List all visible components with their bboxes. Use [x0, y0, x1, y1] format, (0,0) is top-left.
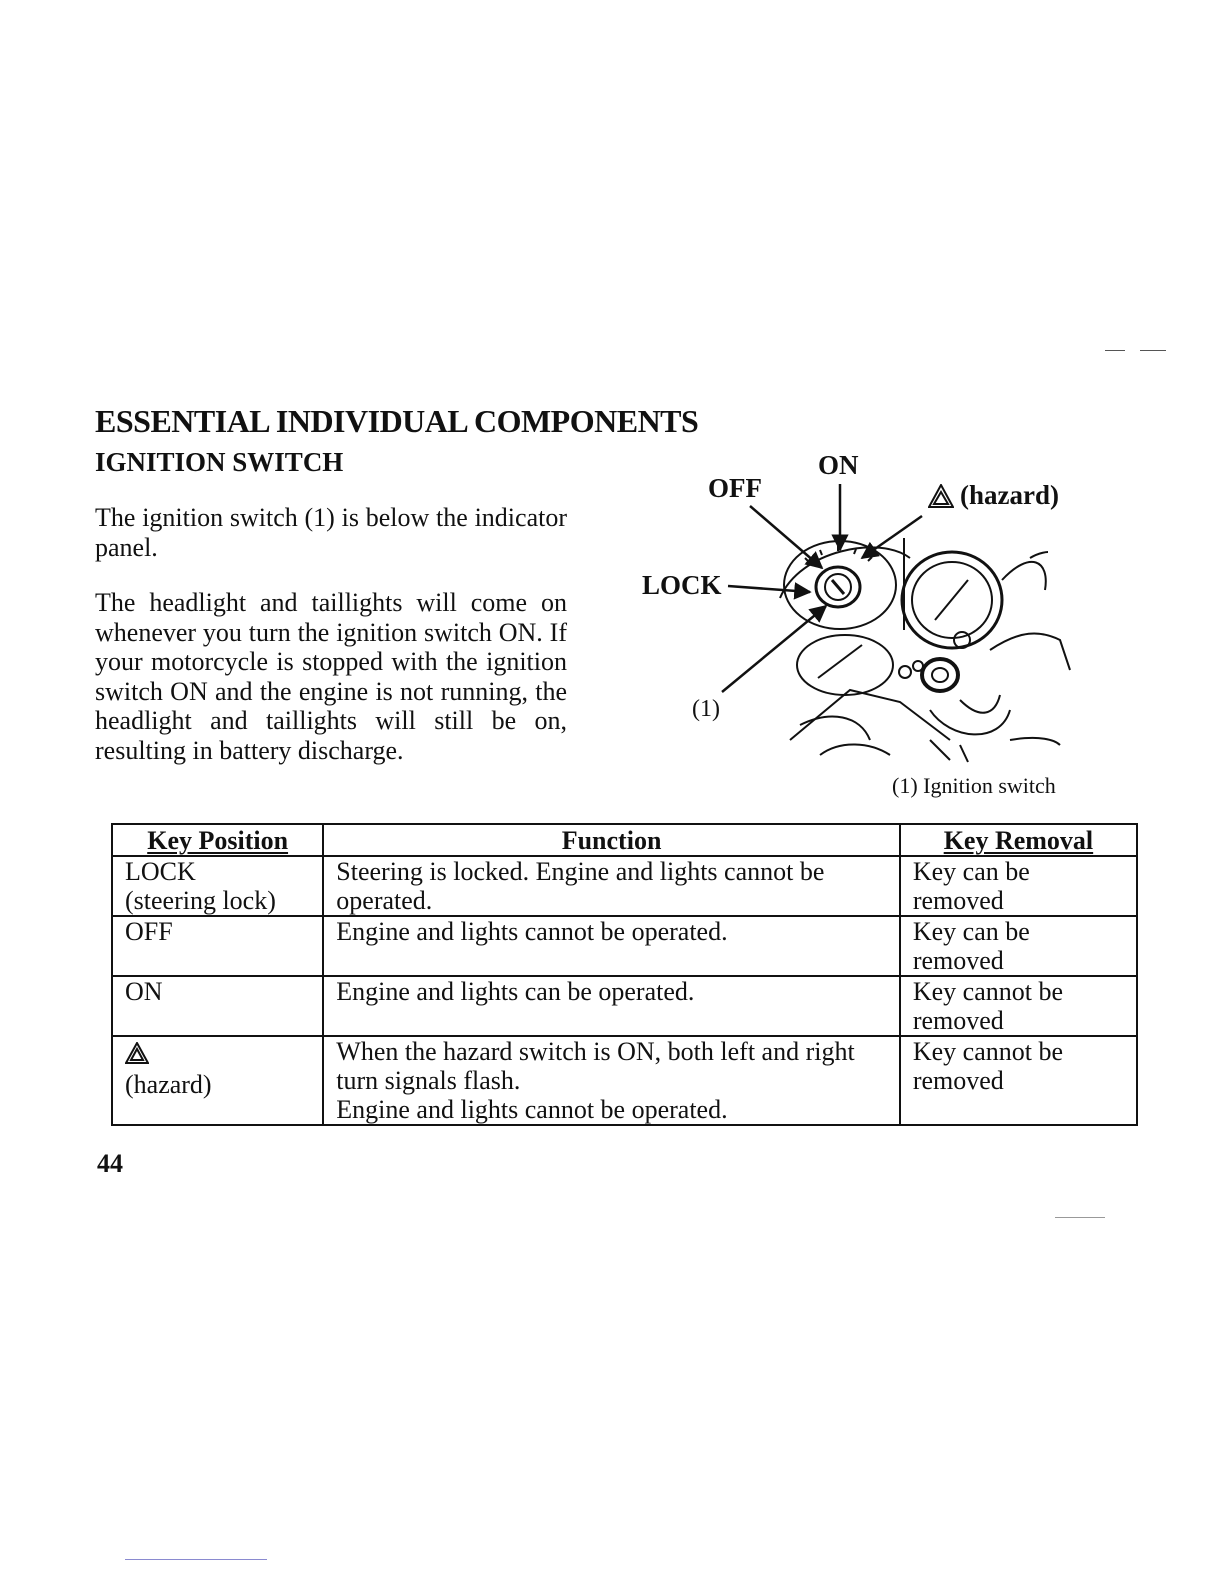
ignition-switch-figure — [600, 440, 1120, 780]
cell-removal: Key can be removed — [900, 916, 1137, 976]
page-number: 44 — [97, 1149, 123, 1178]
intro-paragraph: The ignition switch (1) is below the indicator panel. — [95, 503, 567, 562]
hazard-triangle-icon — [125, 1042, 149, 1064]
header-key-removal: Key Removal — [900, 824, 1137, 856]
table-row — [112, 856, 1137, 916]
scan-artifact — [125, 1559, 267, 1560]
scan-artifact — [1055, 1217, 1105, 1218]
hazard-triangle-icon — [928, 484, 954, 508]
table-row — [112, 976, 1137, 1036]
scan-artifact — [1140, 350, 1166, 351]
cell-removal: Key can be removed — [900, 856, 1137, 916]
cell-function: Engine and lights cannot be operated. — [323, 916, 900, 976]
header-key-position: Key Position — [112, 824, 323, 856]
label-hazard — [928, 480, 1059, 511]
scan-artifact — [1105, 350, 1125, 351]
table-row — [112, 1036, 1137, 1125]
label-lock: LOCK — [642, 570, 722, 600]
warning-paragraph: The headlight and taillights will come on whenever you turn the ignition switch ON. If your motorcycle is stopped with the ignition switch ON and the engine is not running, the headlight and taillights will still be on, resulting in battery discharge. — [95, 588, 567, 765]
label-off: OFF — [708, 473, 762, 503]
table-header-row — [112, 824, 1137, 856]
cell-function: Steering is locked. Engine and lights cannot be operated. — [323, 856, 900, 916]
label-hazard-text: (hazard) — [960, 480, 1059, 510]
figure-caption: (1) Ignition switch — [892, 773, 1056, 798]
cell-function: Engine and lights can be operated. — [323, 976, 900, 1036]
subsection-title: IGNITION SWITCH — [95, 447, 344, 477]
label-callout-1: (1) — [692, 696, 720, 722]
cell-removal: Key cannot be removed — [900, 1036, 1137, 1125]
cell-removal: Key cannot be removed — [900, 976, 1137, 1036]
table-row — [112, 916, 1137, 976]
cell-position: OFF — [112, 916, 323, 976]
cell-position: (hazard) — [112, 1036, 323, 1125]
section-title: ESSENTIAL INDIVIDUAL COMPONENTS — [95, 403, 699, 439]
header-function: Function — [323, 824, 900, 856]
cell-function: When the hazard switch is ON, both left and right turn signals flash. Engine and lights cannot be operated. — [323, 1036, 900, 1125]
label-on: ON — [818, 450, 859, 480]
cell-position: LOCK (steering lock) — [112, 856, 323, 916]
cell-position: ON — [112, 976, 323, 1036]
key-position-table — [111, 823, 1138, 1126]
